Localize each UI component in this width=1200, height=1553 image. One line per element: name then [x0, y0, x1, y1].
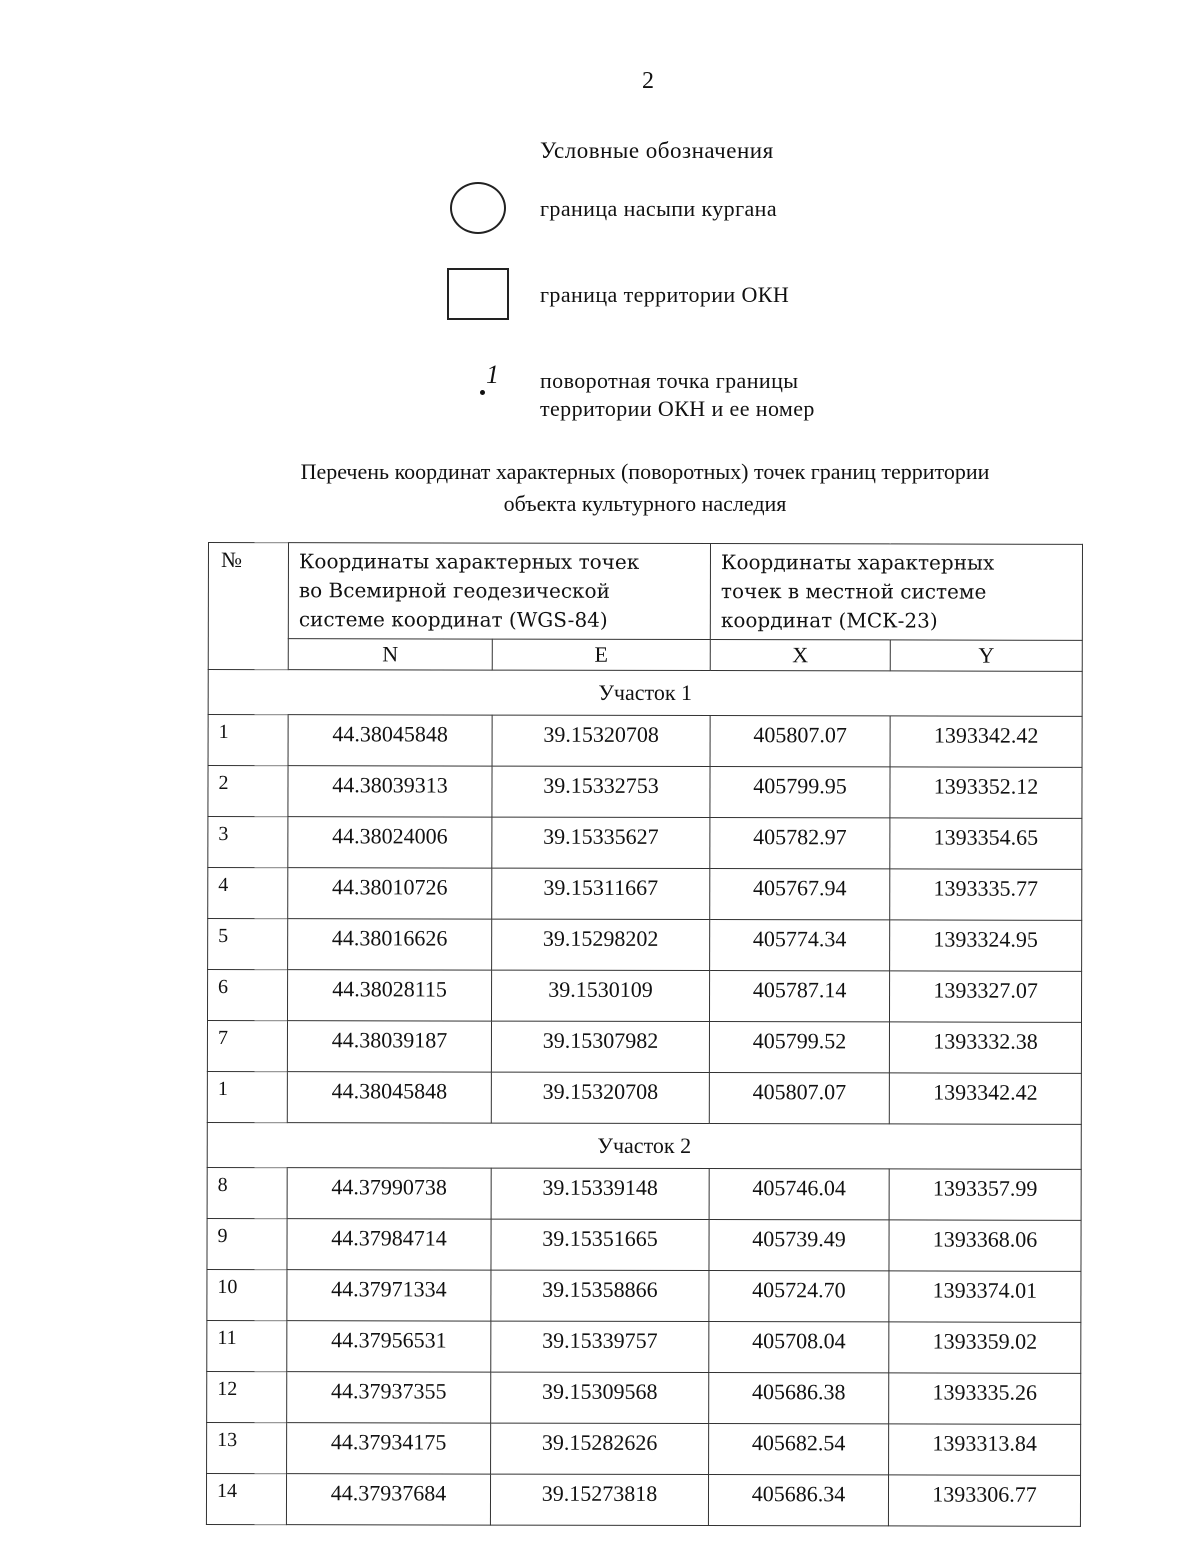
cell-wgs84-n: 44.38045848 — [287, 1072, 491, 1123]
cell-wgs84-n: 44.37971334 — [287, 1270, 491, 1321]
cell-wgs84-n: 44.38028115 — [287, 970, 491, 1021]
cell-wgs84-n: 44.38045848 — [288, 715, 492, 766]
table-row — [208, 868, 1082, 921]
cell-msk23-y: 1393352.12 — [890, 767, 1082, 818]
table-row — [207, 1371, 1081, 1424]
header-number: № — [208, 543, 288, 670]
cell-msk23-y: 1393374.01 — [889, 1271, 1081, 1322]
cell-wgs84-e: 39.15335627 — [492, 817, 710, 868]
header-msk23-line1: Координаты характерных — [720, 550, 995, 575]
cell-msk23-x: 405739.49 — [709, 1220, 889, 1271]
table-row — [208, 766, 1082, 819]
cell-msk23-x: 405787.14 — [710, 971, 890, 1022]
cell-msk23-x: 405746.04 — [709, 1169, 889, 1220]
cell-point-number: 10 — [207, 1269, 287, 1320]
table-row — [208, 817, 1082, 870]
cell-msk23-x: 405799.52 — [709, 1022, 889, 1073]
header-msk23 — [710, 544, 1082, 641]
cell-point-number: 8 — [207, 1167, 287, 1218]
cell-wgs84-n: 44.37956531 — [287, 1321, 491, 1372]
cell-msk23-y: 1393332.38 — [889, 1022, 1081, 1073]
cell-wgs84-n: 44.37990738 — [287, 1168, 491, 1219]
table-title-line1: Перечень координат характерных (поворотных) точек границ территории — [300, 459, 990, 484]
table-row — [207, 1021, 1081, 1074]
turning-point-icon — [476, 360, 506, 404]
cell-point-number: 4 — [208, 868, 288, 919]
cell-point-number: 9 — [207, 1218, 287, 1269]
table-row — [207, 1320, 1081, 1373]
cell-wgs84-n: 44.37934175 — [287, 1423, 491, 1474]
cell-point-number: 7 — [207, 1021, 287, 1072]
cell-wgs84-e: 39.15311667 — [492, 868, 710, 919]
header-wgs84-line1: Координаты характерных точек — [298, 549, 640, 574]
cell-msk23-y: 1393335.77 — [890, 869, 1082, 920]
legend-title: Условные обозначения — [540, 138, 774, 163]
table-row — [207, 1422, 1081, 1475]
cell-msk23-y: 1393342.42 — [890, 716, 1082, 767]
cell-wgs84-e: 39.15320708 — [492, 715, 710, 766]
table-row — [207, 1167, 1081, 1220]
cell-msk23-y: 1393354.65 — [890, 818, 1082, 869]
cell-msk23-y: 1393313.84 — [889, 1424, 1081, 1475]
cell-wgs84-n: 44.37937355 — [287, 1372, 491, 1423]
cell-msk23-x: 405774.34 — [710, 920, 890, 971]
point-dot-icon — [480, 390, 485, 395]
table-row — [207, 1071, 1081, 1124]
cell-wgs84-e: 39.15332753 — [492, 766, 710, 817]
cell-wgs84-e: 39.15339148 — [491, 1168, 709, 1219]
cell-wgs84-e: 39.15282626 — [491, 1423, 709, 1474]
table-row — [207, 1269, 1081, 1322]
header-n: N — [288, 639, 492, 670]
cell-msk23-y: 1393306.77 — [888, 1475, 1080, 1526]
cell-wgs84-n: 44.38016626 — [288, 919, 492, 970]
table-row — [208, 715, 1082, 768]
header-e: E — [492, 639, 710, 670]
cell-wgs84-e: 39.15320708 — [491, 1072, 709, 1123]
cell-wgs84-e: 39.15273818 — [490, 1474, 708, 1525]
legend-label-point-line2: территории ОКН и ее номер — [540, 396, 815, 421]
cell-msk23-x: 405682.54 — [709, 1424, 889, 1475]
cell-point-number: 3 — [208, 817, 288, 868]
header-wgs84 — [288, 543, 710, 640]
cell-wgs84-n: 44.38039313 — [288, 766, 492, 817]
cell-msk23-x: 405686.34 — [708, 1475, 888, 1526]
cell-msk23-y: 1393335.26 — [889, 1373, 1081, 1424]
cell-point-number: 6 — [207, 970, 287, 1021]
cell-point-number: 1 — [207, 1071, 287, 1122]
cell-point-number: 2 — [208, 766, 288, 817]
cell-msk23-x: 405782.97 — [710, 818, 890, 869]
header-msk23-line3: координат (МСК-23) — [720, 608, 938, 633]
cell-point-number: 14 — [206, 1473, 286, 1524]
legend-label-mound: граница насыпи кургана — [540, 196, 778, 221]
cell-point-number: 13 — [207, 1422, 287, 1473]
cell-msk23-x: 405686.38 — [709, 1373, 889, 1424]
cell-msk23-y: 1393324.95 — [890, 920, 1082, 971]
section-title: Участок 2 — [207, 1122, 1081, 1169]
cell-msk23-y: 1393327.07 — [890, 971, 1082, 1022]
header-wgs84-line2: во Всемирной геодезической — [298, 578, 610, 603]
cell-wgs84-n: 44.38010726 — [288, 868, 492, 919]
cell-point-number: 1 — [208, 715, 288, 766]
cell-msk23-y: 1393357.99 — [889, 1169, 1081, 1220]
header-msk23-line2: точек в местной системе — [720, 579, 987, 604]
cell-wgs84-e: 39.1530109 — [491, 970, 709, 1021]
table-title — [210, 456, 1080, 520]
cell-msk23-x: 405767.94 — [710, 869, 890, 920]
section-row — [208, 670, 1082, 717]
table-row — [207, 1218, 1081, 1271]
section-title: Участок 1 — [208, 670, 1082, 717]
header-y: Y — [890, 640, 1082, 671]
square-icon — [447, 268, 509, 320]
cell-wgs84-e: 39.15309568 — [491, 1372, 709, 1423]
cell-wgs84-e: 39.15307982 — [491, 1021, 709, 1072]
cell-wgs84-n: 44.38024006 — [288, 817, 492, 868]
cell-wgs84-e: 39.15351665 — [491, 1219, 709, 1270]
point-number: 1 — [486, 360, 499, 389]
table-title-line2: объекта культурного наследия — [503, 491, 787, 516]
cell-wgs84-n: 44.37984714 — [287, 1219, 491, 1270]
legend-label-point-line1: поворотная точка границы — [540, 368, 799, 393]
cell-msk23-y: 1393359.02 — [889, 1322, 1081, 1373]
cell-wgs84-e: 39.15358866 — [491, 1270, 709, 1321]
cell-wgs84-e: 39.15298202 — [492, 919, 710, 970]
legend-label-territory: граница территории ОКН — [540, 282, 790, 307]
cell-point-number: 11 — [207, 1320, 287, 1371]
table-row — [207, 970, 1081, 1023]
section-row — [207, 1122, 1081, 1169]
table-body — [206, 670, 1082, 1527]
circle-icon — [450, 182, 506, 234]
cell-wgs84-e: 39.15339757 — [491, 1321, 709, 1372]
cell-point-number: 12 — [207, 1371, 287, 1422]
header-x: X — [710, 640, 890, 671]
cell-msk23-x: 405807.07 — [709, 1073, 889, 1124]
cell-msk23-y: 1393342.42 — [889, 1073, 1081, 1124]
page-number: 2 — [642, 68, 654, 94]
cell-msk23-x: 405724.70 — [709, 1271, 889, 1322]
cell-point-number: 5 — [208, 919, 288, 970]
table-row — [206, 1473, 1080, 1526]
cell-msk23-x: 405807.07 — [710, 716, 890, 767]
table-row — [208, 919, 1082, 972]
cell-wgs84-n: 44.38039187 — [287, 1021, 491, 1072]
cell-msk23-y: 1393368.06 — [889, 1220, 1081, 1271]
cell-msk23-x: 405799.95 — [710, 767, 890, 818]
cell-wgs84-n: 44.37937684 — [286, 1474, 490, 1525]
cell-msk23-x: 405708.04 — [709, 1322, 889, 1373]
header-wgs84-line3: системе координат (WGS-84) — [298, 607, 608, 632]
coordinates-table — [206, 542, 1083, 1527]
